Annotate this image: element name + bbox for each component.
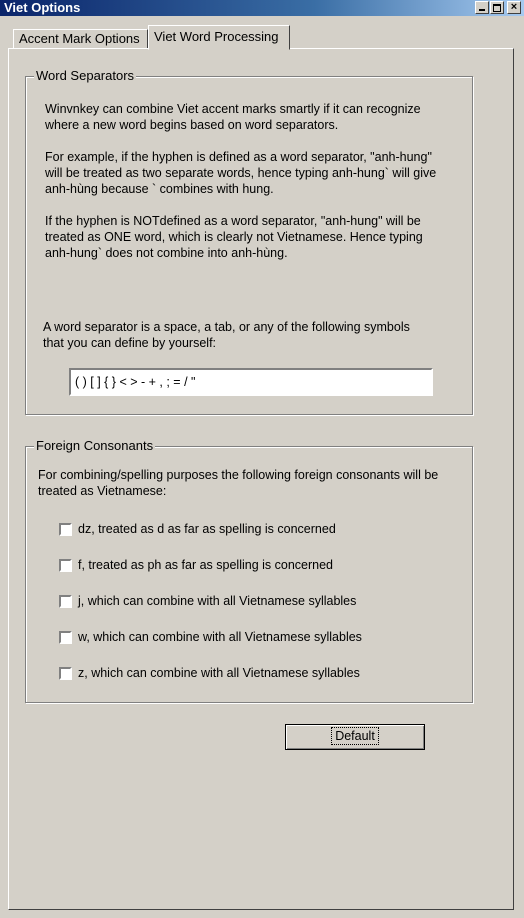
tab-accent-mark-options[interactable]	[13, 29, 148, 49]
option-j-label: j, which can combine with all Vietnamese syllables	[78, 594, 357, 608]
word-separators-legend: Word Separators	[36, 68, 135, 83]
option-w-label: w, which can combine with all Vietnamese syllables	[78, 630, 362, 644]
option-dz-checkbox[interactable]	[59, 523, 72, 536]
option-w-row[interactable]	[59, 630, 362, 644]
title-bar	[0, 0, 524, 16]
option-f-row[interactable]	[59, 558, 333, 572]
separators-paragraph-3: If the hyphen is NOTdefined as a word separator, "anh-hung" will be treated as ONE word, which is clearly not Vietnamese. Hence typing anh-hung` does not combine into anh-hùng.	[45, 214, 423, 260]
option-dz-label: dz, treated as d as far as spelling is concerned	[78, 522, 336, 536]
separators-paragraph-1: Winvnkey can combine Viet accent marks smartly if it can recognize where a new word begins based on word separators.	[45, 102, 421, 132]
option-z-label: z, which can combine with all Vietnamese syllables	[78, 666, 360, 680]
option-w-checkbox[interactable]	[59, 631, 72, 644]
close-icon[interactable]	[507, 1, 521, 14]
window-controls	[475, 1, 521, 14]
separators-prompt: A word separator is a space, a tab, or any of the following symbols that you can define by yourself:	[43, 320, 410, 350]
default-button[interactable]	[285, 724, 425, 750]
foreign-intro: For combining/spelling purposes the following foreign consonants will be treated as Vietnamese:	[38, 468, 439, 498]
window-title: Viet Options	[4, 0, 81, 15]
option-z-row[interactable]	[59, 666, 360, 680]
tab-viet-word-processing[interactable]	[148, 25, 290, 50]
separator-symbols-input[interactable]	[69, 368, 433, 396]
option-z-checkbox[interactable]	[59, 667, 72, 680]
tab-label: Viet Word Processing	[154, 29, 279, 44]
minimize-icon[interactable]	[475, 1, 489, 14]
option-j-checkbox[interactable]	[59, 595, 72, 608]
option-j-row[interactable]	[59, 594, 356, 608]
default-button-label: Default	[335, 729, 375, 743]
option-f-label: f, treated as ph as far as spelling is concerned	[78, 558, 334, 572]
tab-label: Accent Mark Options	[19, 31, 140, 46]
maximize-icon[interactable]	[490, 1, 504, 14]
option-f-checkbox[interactable]	[59, 559, 72, 572]
foreign-consonants-legend: Foreign Consonants	[36, 438, 154, 453]
separators-paragraph-2: For example, if the hyphen is defined as a word separator, "anh-hung" will be treated as two separate words, hence typing anh-hung` will give anh-hùng because ` combines with hung.	[45, 150, 437, 196]
option-dz-row[interactable]	[59, 522, 336, 536]
